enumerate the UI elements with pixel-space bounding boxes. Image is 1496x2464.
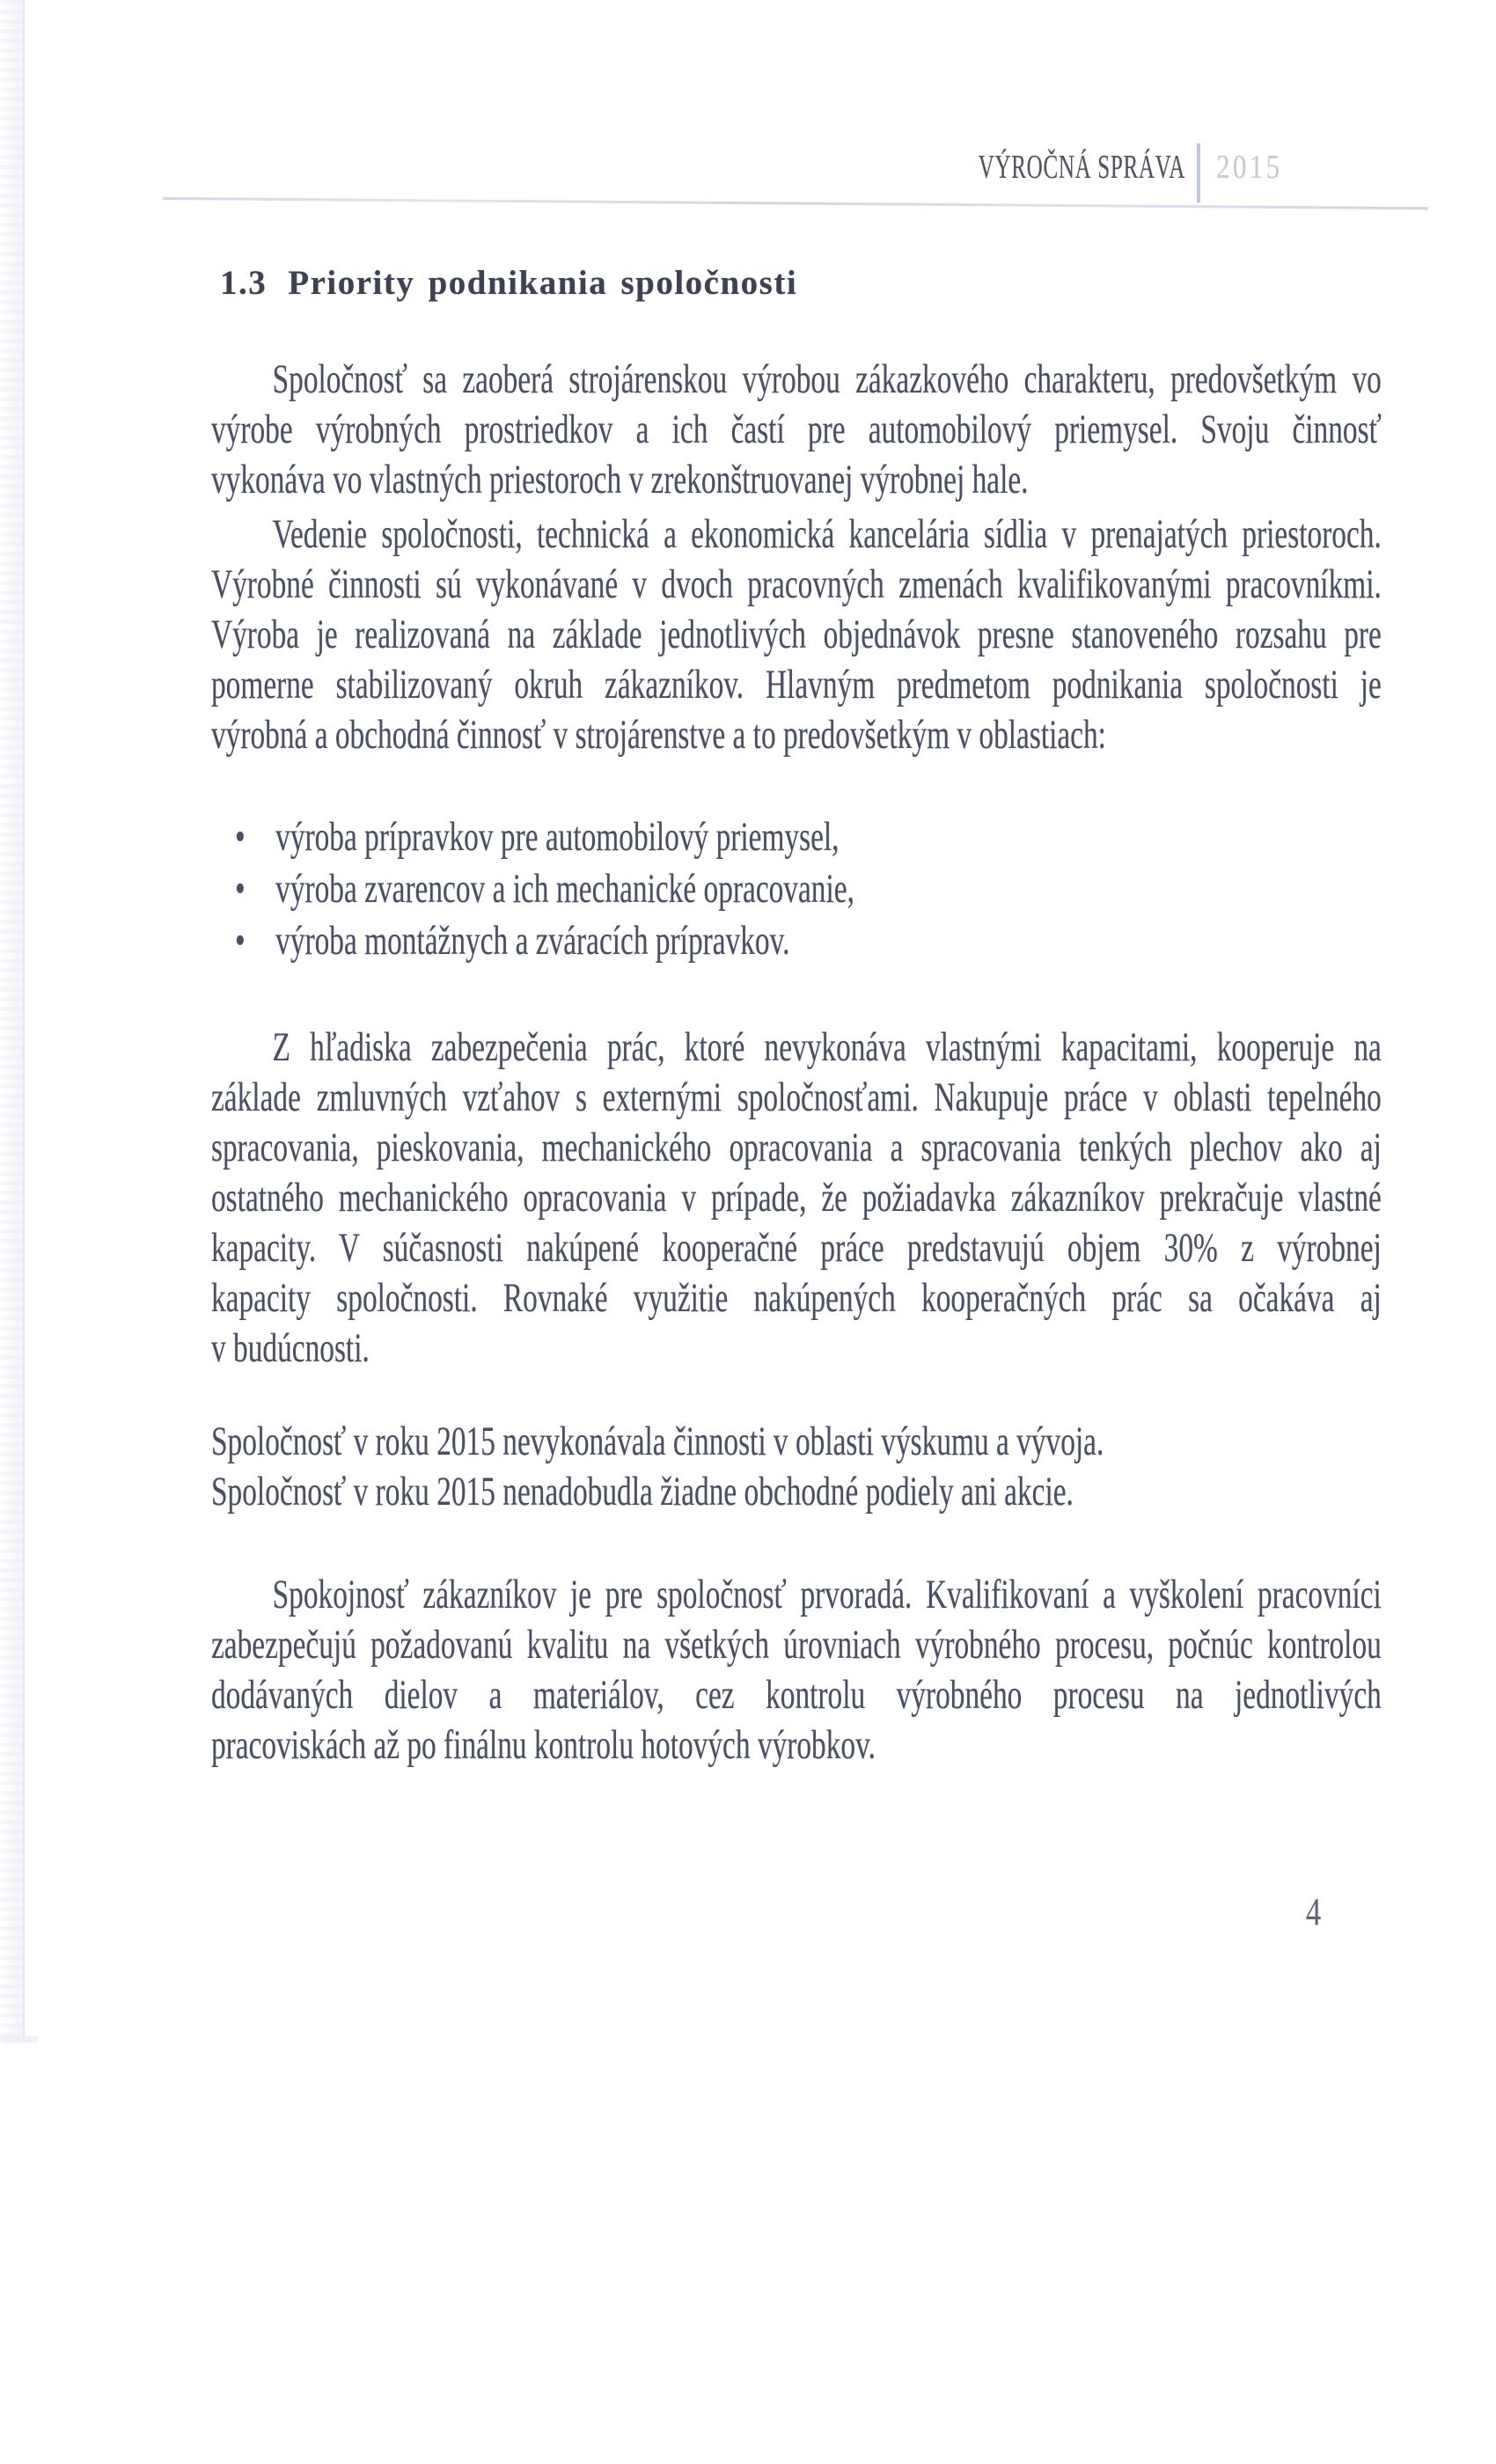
text-line: Spoločnosť sa zaoberá strojárenskou výrobou zákazkového charakteru, predovšetkým vo xyxy=(272,356,1382,402)
bullet-text: výroba zvarencov a ich mechanické opracovanie, xyxy=(275,866,854,912)
text-line: Spoločnosť v roku 2015 nevykonávala činnosti v oblasti výskumu a vývoja. xyxy=(211,1419,1104,1464)
text-line: Spokojnosť zákazníkov je pre spoločnosť prvoradá. Kvalifikovaní a vyškolení pracovníci xyxy=(272,1572,1382,1617)
bullet-text: výroba montážnych a zváracích prípravkov. xyxy=(275,918,790,964)
bullet-dot-icon: • xyxy=(234,814,246,860)
business-areas-bullet-list xyxy=(211,811,1382,967)
text-line: Výrobné činnosti sú vykonávané v dvoch pracovných zmenách kvalifikovanými pracovníkmi. xyxy=(211,561,1382,607)
bullet-text: výroba prípravkov pre automobilový priemysel, xyxy=(275,814,840,860)
text-line: dodávaných dielov a materiálov, cez kontrolu výrobného procesu na jednotlivých xyxy=(211,1672,1382,1718)
section-title: Priority podnikania spoločnosti xyxy=(288,264,798,302)
text-line: výrobná a obchodná činnosť v strojárenstve a to predovšetkým v oblastiach: xyxy=(211,712,1106,758)
section-number: 1.3 xyxy=(220,264,268,302)
text-line: kapacity spoločnosti. Rovnaké využitie nakúpených kooperačných prác sa očakáva aj xyxy=(211,1275,1382,1321)
bullet-dot-icon: • xyxy=(234,918,246,964)
bullet-list-item xyxy=(211,915,1382,967)
statements-2015 xyxy=(211,1417,1382,1517)
text-line: spracovania, pieskovania, mechanického opracovania a spracovania tenkých plechov ako aj xyxy=(211,1125,1382,1170)
page-number: 4 xyxy=(1306,1890,1322,1933)
text-line: Vedenie spoločnosti, technická a ekonomická kancelária sídlia v prenajatých priestoroch. xyxy=(272,511,1382,557)
text-line: základe zmluvných vzťahov s externými spoločnosťami. Nakupuje práce v oblasti tepelného xyxy=(211,1074,1382,1120)
scan-bottom-edge-artifact xyxy=(0,2036,39,2042)
text-line: pracoviskách až po finálnu kontrolu hotových výrobkov. xyxy=(211,1722,876,1768)
text-line: pomerne stabilizovaný okruh zákazníkov. Hlavným predmetom podnikania spoločnosti je xyxy=(211,662,1382,708)
text-line: Výroba je realizovaná na základe jednotlivých objednávok presne stanoveného rozsahu pre xyxy=(211,612,1382,657)
paragraph-cooperation xyxy=(211,1023,1382,1374)
text-line: v budúcnosti. xyxy=(211,1325,370,1371)
text-line: zabezpečujú požadovanú kvalitu na všetkých úrovniach výrobného procesu, počnúc kontrolou xyxy=(211,1622,1382,1668)
text-line: Spoločnosť v roku 2015 nenadobudla žiadne obchodné podiely ani akcie. xyxy=(211,1469,1074,1514)
paragraph-company-activity xyxy=(211,355,1382,505)
bullet-list-item xyxy=(211,811,1382,863)
text-line: výrobe výrobných prostriedkov a ich častí pre automobilový priemysel. Svoju činnosť xyxy=(211,407,1382,452)
report-header-year: 2015 xyxy=(1216,149,1283,186)
text-line: ostatného mechanického opracovania v prípade, že požiadavka zákazníkov prekračuje vlastné xyxy=(211,1175,1382,1221)
text-line: Z hľadiska zabezpečenia prác, ktoré nevykonáva vlastnými kapacitami, kooperuje na xyxy=(272,1024,1382,1070)
scan-left-edge-artifact xyxy=(0,0,25,2040)
text-line: vykonáva vo vlastných priestoroch v zrekonštruovanej výrobnej hale. xyxy=(211,457,1029,502)
text-column xyxy=(211,0,1382,2040)
paragraph-customer-satisfaction xyxy=(211,1570,1382,1771)
report-header-title: VÝROČNÁ SPRÁVA xyxy=(978,149,1185,186)
bullet-list-item xyxy=(211,863,1382,915)
text-line: kapacity. V súčasnosti nakúpené kooperačné práce predstavujú objem 30% z výrobnej xyxy=(211,1225,1382,1271)
bullet-dot-icon: • xyxy=(234,866,246,912)
paragraph-management-production xyxy=(211,510,1382,760)
